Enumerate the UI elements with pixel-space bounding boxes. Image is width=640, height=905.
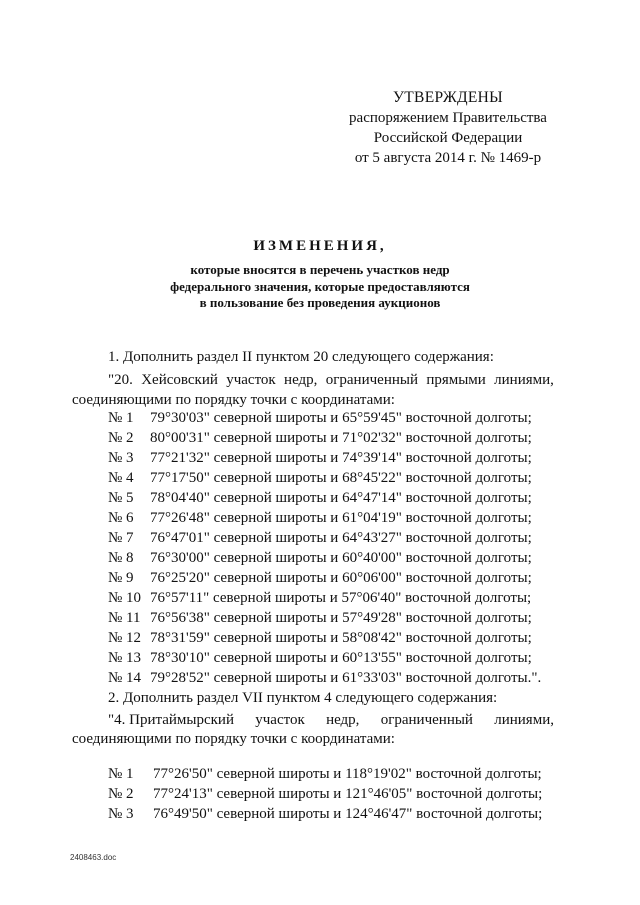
lead-word: "20.: [108, 372, 133, 388]
lead-word: линиями,: [494, 372, 554, 388]
point-coordinates: 77°17'50" северной широты и 68°45'22" восточной долготы;: [150, 470, 532, 486]
point-number: № 8: [108, 550, 134, 566]
point-number: № 9: [108, 570, 134, 586]
point-coordinates: 79°30'03" северной широты и 65°59'45" восточной долготы;: [150, 410, 532, 426]
lead-word: недр,: [326, 712, 360, 728]
point-coordinates: 77°26'48" северной широты и 61°04'19" восточной долготы;: [150, 510, 532, 526]
point-coordinates: 77°21'32" северной широты и 74°39'14" восточной долготы;: [150, 450, 532, 466]
item-2-coordinates: [108, 766, 558, 826]
approval-line-2: Российской Федерации: [373, 130, 523, 146]
approval-line-3: от 5 августа 2014 г. № 1469-р: [354, 150, 542, 166]
lead-word: "4. Притаймырский: [108, 712, 234, 728]
point-coordinates: 78°04'40" северной широты и 64°47'14" восточной долготы;: [150, 490, 532, 506]
file-name-footer: 2408463.doc: [70, 853, 117, 862]
point-number: № 4: [108, 470, 134, 486]
item-1-continuation: соединяющими по порядку точки с координатами:: [72, 392, 395, 408]
item-1-lead-line: [108, 372, 554, 389]
point-coordinates: 78°30'10" северной широты и 60°13'55" восточной долготы;: [150, 650, 532, 666]
lead-word: недр,: [284, 372, 318, 388]
point-number: № 5: [108, 490, 134, 506]
lead-word: ограниченный: [380, 712, 473, 728]
lead-word: прямыми: [426, 372, 486, 388]
document-title: ИЗМЕНЕНИЯ,: [253, 238, 387, 254]
approval-heading: УТВЕРЖДЕНЫ: [393, 89, 503, 106]
point-number: № 2: [108, 430, 134, 446]
item-1-coordinates: [108, 410, 558, 690]
point-number: № 7: [108, 530, 134, 546]
point-coordinates: 76°56'38" северной широты и 57°49'28" восточной долготы;: [150, 610, 532, 626]
lead-word: линиями,: [494, 712, 554, 728]
point-coordinates: 76°57'11" северной широты и 57°06'40" восточной долготы;: [150, 590, 532, 606]
point-number: № 10: [108, 590, 142, 606]
point-number: № 2: [108, 786, 134, 802]
document-subtitle: [0, 262, 640, 312]
subtitle-line-3: в пользование без проведения аукционов: [199, 295, 441, 310]
point-coordinates: 76°30'00" северной широты и 60°40'00" восточной долготы;: [150, 550, 532, 566]
point-coordinates: 76°49'50" северной широты и 124°46'47" восточной долготы;: [153, 806, 543, 822]
point-number: № 6: [108, 510, 134, 526]
point-number: № 1: [108, 766, 134, 782]
point-number: № 1: [108, 410, 134, 426]
lead-word: участок: [226, 372, 276, 388]
item-2-continuation: соединяющими по порядку точки с координатами:: [72, 731, 395, 747]
point-number: № 12: [108, 630, 142, 646]
point-number: № 3: [108, 450, 134, 466]
point-coordinates: 77°26'50" северной широты и 118°19'02" восточной долготы;: [153, 766, 542, 782]
subtitle-line-1: которые вносятся в перечень участков недр: [190, 262, 450, 277]
lead-word: ограниченный: [325, 372, 418, 388]
item-2-lead-line: [108, 712, 554, 729]
approval-block: [340, 88, 556, 168]
point-coordinates: 76°25'20" северной широты и 60°06'00" восточной долготы;: [150, 570, 532, 586]
subtitle-line-2: федерального значения, которые предоставляются: [170, 278, 470, 294]
point-number: № 14: [108, 670, 142, 686]
point-coordinates: 79°28'52" северной широты и 61°33'03" восточной долготы.".: [150, 670, 542, 686]
item-2-intro: 2. Дополнить раздел VII пунктом 4 следующего содержания:: [108, 690, 498, 706]
lead-word: Хейсовский: [141, 372, 218, 388]
point-coordinates: 77°24'13" северной широты и 121°46'05" восточной долготы;: [153, 786, 543, 802]
point-number: № 11: [108, 610, 141, 626]
lead-word: участок: [255, 712, 305, 728]
approval-line-1: распоряжением Правительства: [349, 110, 547, 126]
point-coordinates: 78°31'59" северной широты и 58°08'42" восточной долготы;: [150, 630, 532, 646]
point-number: № 3: [108, 806, 134, 822]
point-coordinates: 76°47'01" северной широты и 64°43'27" восточной долготы;: [150, 530, 532, 546]
point-coordinates: 80°00'31" северной широты и 71°02'32" восточной долготы;: [150, 430, 532, 446]
item-1-intro: 1. Дополнить раздел II пунктом 20 следующего содержания:: [108, 349, 494, 365]
point-number: № 13: [108, 650, 142, 666]
